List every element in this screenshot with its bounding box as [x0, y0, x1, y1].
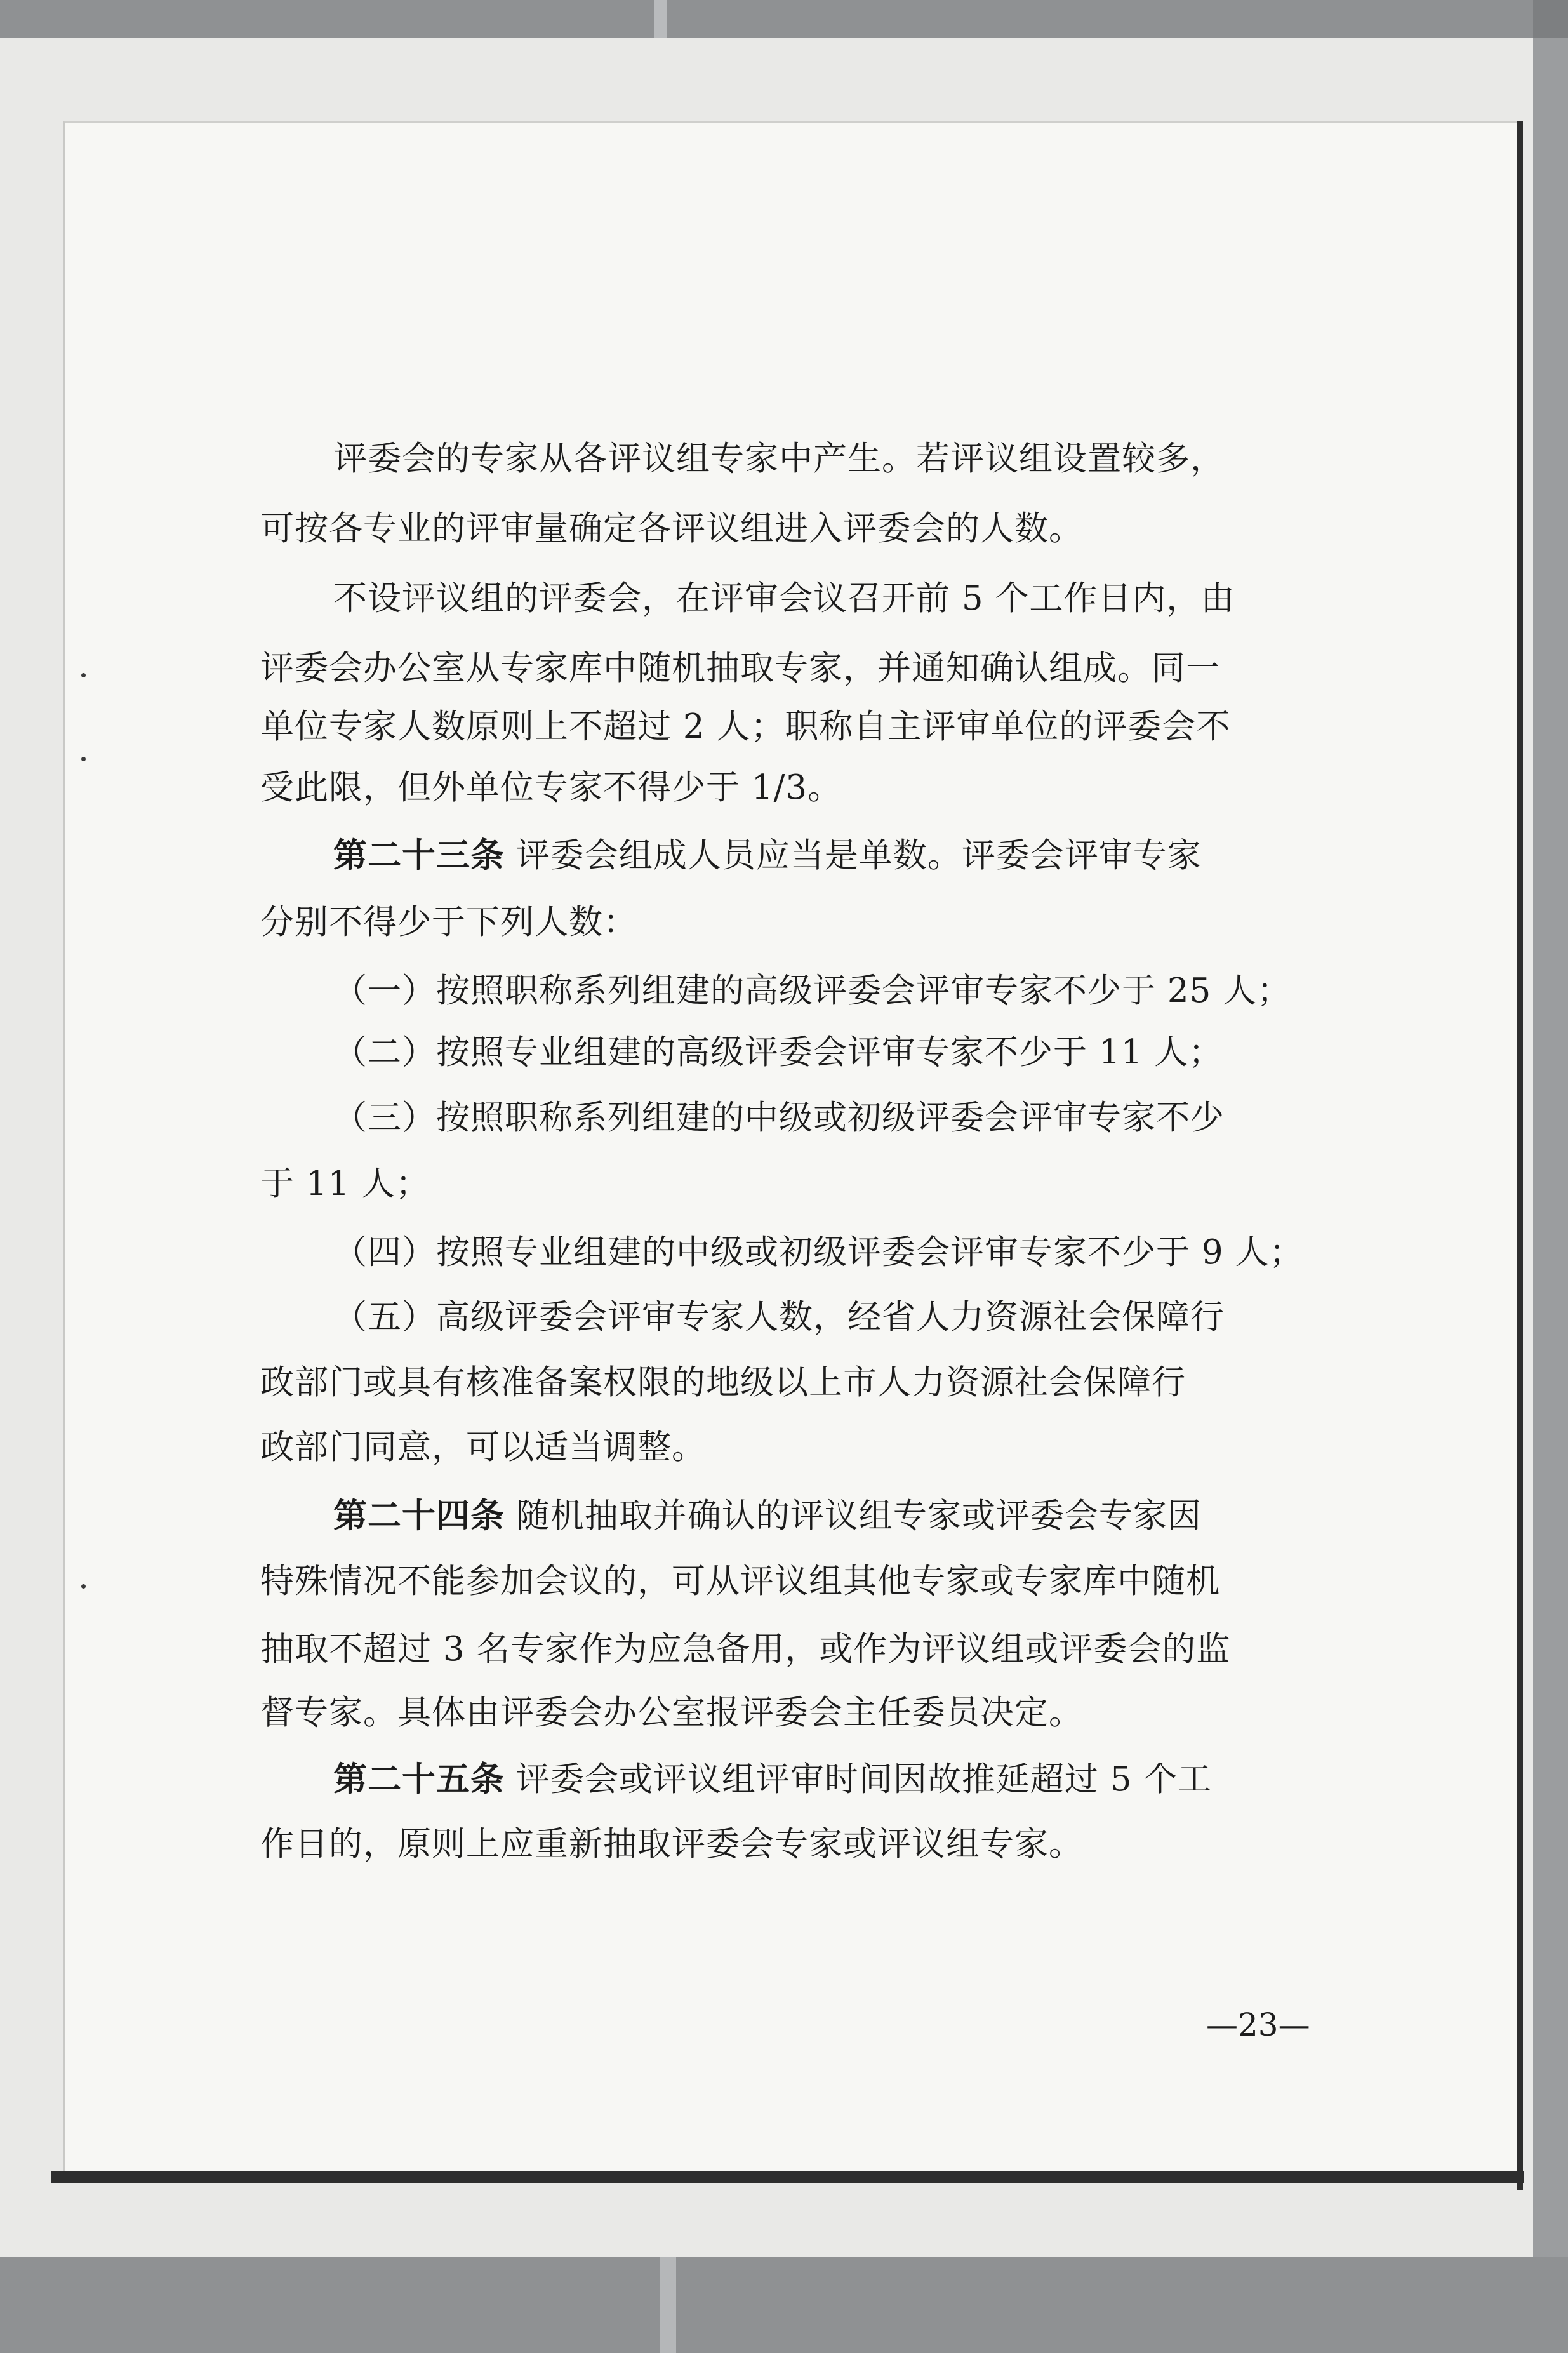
list-item: （二）按照专业组建的高级评委会评审专家不少于 11 人； — [333, 1033, 1223, 1072]
scan-speck — [81, 1584, 86, 1589]
article-paragraph-line — [333, 1752, 1374, 1801]
list-item: （四）按照专业组建的中级或初级评委会评审专家不少于 9 人； — [333, 1233, 1304, 1272]
body-text-line: 分别不得少于下列人数： — [260, 903, 637, 942]
scan-mark — [660, 2257, 676, 2353]
page-edge-bottom — [51, 2171, 1524, 2183]
scan-bottom-bar — [0, 2257, 1568, 2353]
scan-mark — [654, 0, 667, 38]
scan-speck — [81, 757, 86, 761]
article-paragraph-line — [333, 1489, 1374, 1537]
body-text-line: 单位专家人数原则上不超过 2 人；职称自主评审单位的评委会不 — [260, 707, 1231, 746]
article-heading: 第二十四条 — [333, 1496, 505, 1535]
body-text-line: 评委会办公室从专家库中随机抽取专家，并通知确认组成。同一 — [260, 649, 1220, 688]
scan-right-strip — [1533, 38, 1568, 2257]
body-text-line: 督专家。具体由评委会办公室报评委会主任委员决定。 — [260, 1693, 1083, 1732]
list-item-continuation: 于 11 人； — [260, 1164, 430, 1203]
body-text: 评委会或评议组评审时间因故推延超过 5 个工 — [505, 1760, 1213, 1799]
scan-speck — [81, 673, 86, 677]
article-heading: 第二十三条 — [333, 836, 505, 875]
body-text-line: 作日的，原则上应重新抽取评委会专家或评议组专家。 — [260, 1825, 1083, 1863]
document-page — [63, 121, 1519, 2180]
list-item: （一）按照职称系列组建的高级评委会评审专家不少于 25 人； — [333, 971, 1292, 1010]
article-paragraph-line — [333, 829, 1374, 877]
body-text-line: 抽取不超过 3 名专家作为应急备用，或作为评议组或评委会的监 — [260, 1630, 1231, 1669]
body-text-line: 特殊情况不能参加会议的，可从评议组其他专家或专家库中随机 — [260, 1562, 1220, 1601]
body-text-line: 评委会的专家从各评议组专家中产生。若评议组设置较多， — [333, 439, 1225, 478]
article-heading: 第二十五条 — [333, 1759, 505, 1799]
page-edge-right — [1517, 121, 1523, 2190]
list-item-continuation: 政部门或具有核准备案权限的地级以上市人力资源社会保障行 — [260, 1363, 1186, 1402]
body-text-line: 可按各专业的评审量确定各评议组进入评委会的人数。 — [260, 509, 1083, 548]
page-number: —23— — [1206, 2006, 1310, 2043]
body-text-line: 不设评议组的评委会，在评审会议召开前 5 个工作日内，由 — [333, 579, 1235, 618]
list-item-continuation: 政部门同意，可以适当调整。 — [260, 1428, 706, 1467]
body-text-line: 受此限，但外单位专家不得少于 1/3。 — [260, 768, 842, 807]
scan-top-bar — [0, 0, 1568, 38]
body-text: 评委会组成人员应当是单数。评委会评审专家 — [505, 836, 1202, 875]
body-text: 随机抽取并确认的评议组专家或评委会专家因 — [505, 1496, 1202, 1535]
list-item: （三）按照职称系列组建的中级或初级评委会评审专家不少 — [333, 1098, 1225, 1137]
list-item: （五）高级评委会评审专家人数，经省人力资源社会保障行 — [333, 1298, 1225, 1336]
